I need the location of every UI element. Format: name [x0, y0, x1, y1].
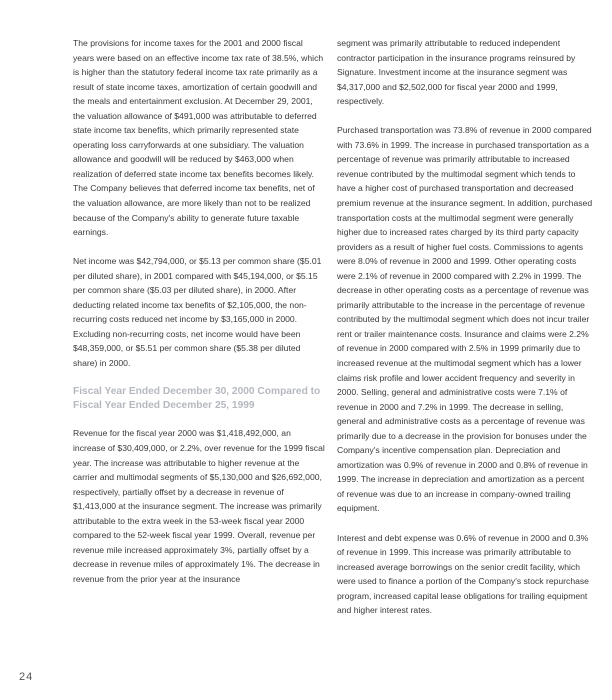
right-column — [337, 36, 593, 632]
net-income-paragraph: Net income was $42,794,000, or $5.13 per common share ($5.01 per diluted share), in 2001 compared with $45,194,000, or $5.15 per common share ($5.03 per diluted share), in 2000. After deducting related income tax benefits of $2,105,000, the non-recurring costs reduced net income by $3,165,000 in 2000. Excluding non-recurring costs, net income would have been $48,359,000, or $5.51 per common share ($5.38 per diluted share) in 2000. — [73, 256, 322, 368]
purchased-transportation-paragraph: Purchased transportation was 73.8% of revenue in 2000 compared with 73.6% in 1999. The increase in purchased transportation as a percentage of revenue was primarily attributable to increased revenue contributed by the multimodal segment which tends to have a higher cost of purchased transportation and decreased premium revenue at the insurance segment. In addition, purchased transportation costs at the multimodal segment were generally higher due to increased rates charged by its third party capacity providers as a result of higher fuel costs. Commissions to agents were 8.0% of revenue in 2000 and 1999. Other operating costs were 2.1% of revenue in 2000 compared with 2.2% in 1999. The decrease in other operating costs as a percentage of revenue was primarily attributable to the increase in the percentage of revenue contributed by the multimodal segment which does not incur trailer rent or trailer maintenance costs. Insurance and claims were 2.2% of revenue in 2000 compared with 2.5% in 1999 primarily due to increased revenue at the multimodal segment which has a lower claims risk profile and lower accident frequency and severity in 2000. Selling, general and administrative costs were 7.1% of revenue in 2000 and 7.2% in 1999. The decrease in selling, general and administrative costs as a percentage of revenue was primarily due to a decrease in the provision for bonuses under the Company's incentive compensation plan. Depreciation and amortization was 0.9% of revenue in 2000 and 0.8% of revenue in 1999. The increase in depreciation and amortization as a percent of revenue was due to an increase in company-owned trailing equipment. — [337, 125, 593, 514]
section-heading: Fiscal Year Ended December 30, 2000 Compared to Fiscal Year Ended December 25, 1999 — [73, 386, 321, 412]
insurance-segment-paragraph: segment was primarily attributable to reduced independent contractor participation in the insurance programs reinsured by Signature. Investment income at the insurance segment was $4,317,000 and $2,502,000 for fiscal year 2000 and 1999, respectively. — [337, 38, 576, 107]
page-number: 24 — [19, 671, 34, 683]
interest-expense-paragraph: Interest and debt expense was 0.6% of revenue in 2000 and 0.3% of revenue in 1999. This increase was primarily attributable to increased average borrowings on the senior credit facility, which were used to finance a portion of the Company's stock repurchase program, increased capital lease obligations for trailing equipment and higher interest rates. — [337, 532, 589, 616]
income-tax-paragraph: The provisions for income taxes for the 2001 and 2000 fiscal years were based on an effective income tax rate of 38.5%, which is higher than the statutory federal income tax rate primarily as a result of state income taxes, amortization of certain goodwill and the meals and entertainment exclusion. At December 29, 2001, the valuation allowance of $491,000 was attributable to deferred state income tax benefits, which primarily represented state operating loss carryforwards at one subsidiary. The valuation allowance and goodwill will be reduced by $463,000 when realization of deferred state income tax benefits becomes likely. The Company believes that deferred income tax benefits, net of the valuation allowance, are more likely than not to be realized because of the Company's ability to generate future taxable earnings. — [73, 38, 324, 238]
left-column — [73, 36, 325, 601]
revenue-paragraph: Revenue for the fiscal year 2000 was $1,418,492,000, an increase of $30,409,000, or 2.2%, over revenue for the 1999 fiscal year. The increase was attributable to higher revenue at the carrier and multimodal segments of $5,130,000 and $26,692,000, respectively, partially offset by a decrease in revenue of $1,413,000 at the insurance segment. The increase was primarily attributable to the extra week in the 53-week fiscal year 2000 compared to the 52-week fiscal year 1999. Overall, revenue per revenue mile increased approximately 3%, partially offset by a decrease in revenue miles of approximately 1%. The decrease in revenue from the prior year at the insurance — [73, 428, 325, 584]
